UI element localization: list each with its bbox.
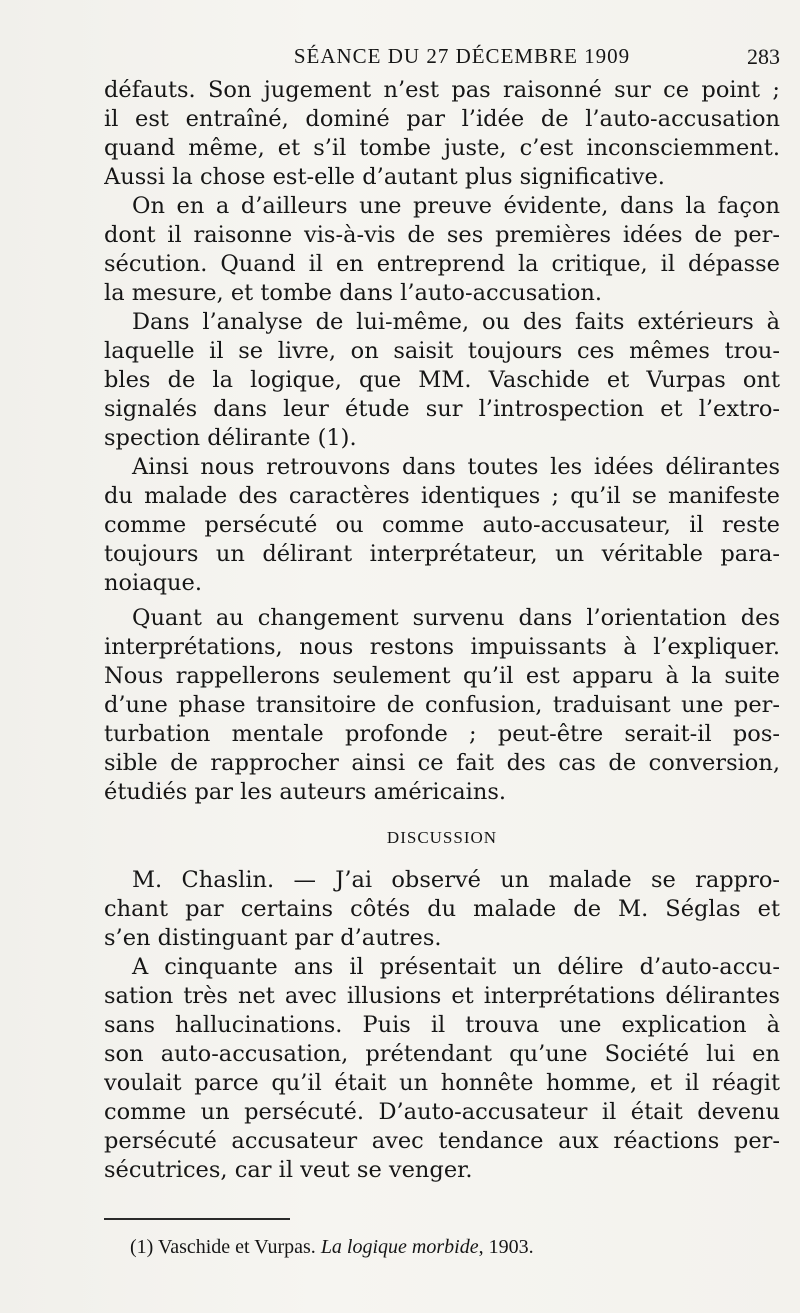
text-line: comme un persécuté. D’auto-accusateur il était devenu (104, 1099, 780, 1125)
footnote-rule (104, 1218, 290, 1220)
text-line: Ainsi nous retrouvons dans toutes les idées délirantes (132, 454, 780, 480)
text-line: il est entraîné, dominé par l’idée de l’auto-accusation (104, 106, 780, 132)
text-line: d’une phase transitoire de confusion, traduisant une per- (104, 692, 780, 718)
text-line: persécuté accusateur avec tendance aux réactions per- (104, 1128, 780, 1154)
text-line: Nous rappellerons seulement qu’il est apparu à la suite (104, 663, 780, 689)
text-line: comme persécuté ou comme auto-accusateur, il reste (104, 512, 780, 538)
text-line: sécutrices, car il veut se venger. (104, 1157, 473, 1183)
footnote-marker: (1) (130, 1236, 154, 1258)
text-line: bles de la logique, que MM. Vaschide et Vurpas ont (104, 367, 780, 393)
text-line: laquelle il se livre, on saisit toujours ces mêmes trou- (104, 338, 780, 364)
text-line: son auto-accusation, prétendant qu’une Société lui en (104, 1041, 780, 1067)
text-line: noiaque. (104, 570, 203, 596)
page-number: 283 (747, 44, 780, 69)
text-line: voulait parce qu’il était un honnête homme, et il réagit (104, 1070, 780, 1096)
text-line: chant par certains côtés du malade de M. Séglas et (104, 896, 780, 922)
paragraph-4 (104, 453, 780, 598)
text-line: du malade des caractères identiques ; qu’il se manifeste (104, 483, 780, 509)
text-line: sation très net avec illusions et interprétations délirantes (104, 983, 780, 1009)
paragraph-5 (104, 604, 780, 807)
paragraph-1 (104, 76, 780, 192)
text-line: A cinquante ans il présentait un délire d’auto-accu- (132, 954, 780, 980)
paragraph-3 (104, 308, 780, 453)
text-line: toujours un délirant interprétateur, un véritable para- (104, 541, 780, 567)
running-title: SÉANCE DU 27 DÉCEMBRE 1909 (293, 44, 631, 68)
footnote-year: , 1903. (478, 1236, 534, 1258)
text-line: sans hallucinations. Puis il trouva une explication à (104, 1012, 780, 1038)
text-line: interprétations, nous restons impuissants à l’expliquer. (104, 634, 780, 660)
paragraph-6 (104, 866, 780, 953)
footnote-title: La logique morbide (320, 1236, 479, 1258)
text-line: quand même, et s’il tombe juste, c’est inconsciemment. (104, 135, 780, 161)
text-line: défauts. Son jugement n’est pas raisonné sur ce point ; (104, 77, 780, 103)
text-line: Dans l’analyse de lui-même, ou des faits extérieurs à (132, 309, 780, 335)
text-line: sible de rapprocher ainsi ce fait des cas de conversion, (104, 750, 780, 776)
section-heading-discussion: DISCUSSION (386, 828, 498, 847)
text-line: dont il raisonne vis-à-vis de ses premières idées de per- (104, 222, 780, 248)
text-line: sécution. Quand il en entreprend la critique, il dépasse (104, 251, 780, 277)
text-line: M. Chaslin. — J’ai observé un malade se rappro- (132, 867, 780, 893)
text-line: s’en distinguant par d’autres. (104, 925, 442, 951)
paragraph-2 (104, 192, 780, 308)
paragraph-7 (104, 953, 780, 1185)
text-line: Aussi la chose est-elle d’autant plus significative. (104, 164, 665, 190)
text-line: étudiés par les auteurs américains. (104, 779, 507, 805)
text-line: Quant au changement survenu dans l’orientation des (132, 605, 780, 631)
page-header (104, 44, 780, 76)
text-line: la mesure, et tombe dans l’auto-accusation. (104, 280, 603, 306)
footnote (130, 1236, 780, 1259)
footnote-authors: Vaschide et Vurpas. (157, 1236, 316, 1258)
page-body (104, 76, 780, 1185)
text-line: spection délirante (1). (104, 425, 357, 451)
text-line: On en a d’ailleurs une preuve évidente, dans la façon (132, 193, 780, 219)
text-line: turbation mentale profonde ; peut-être serait-il pos- (104, 721, 780, 747)
text-line: signalés dans leur étude sur l’introspection et l’extro- (104, 396, 780, 422)
